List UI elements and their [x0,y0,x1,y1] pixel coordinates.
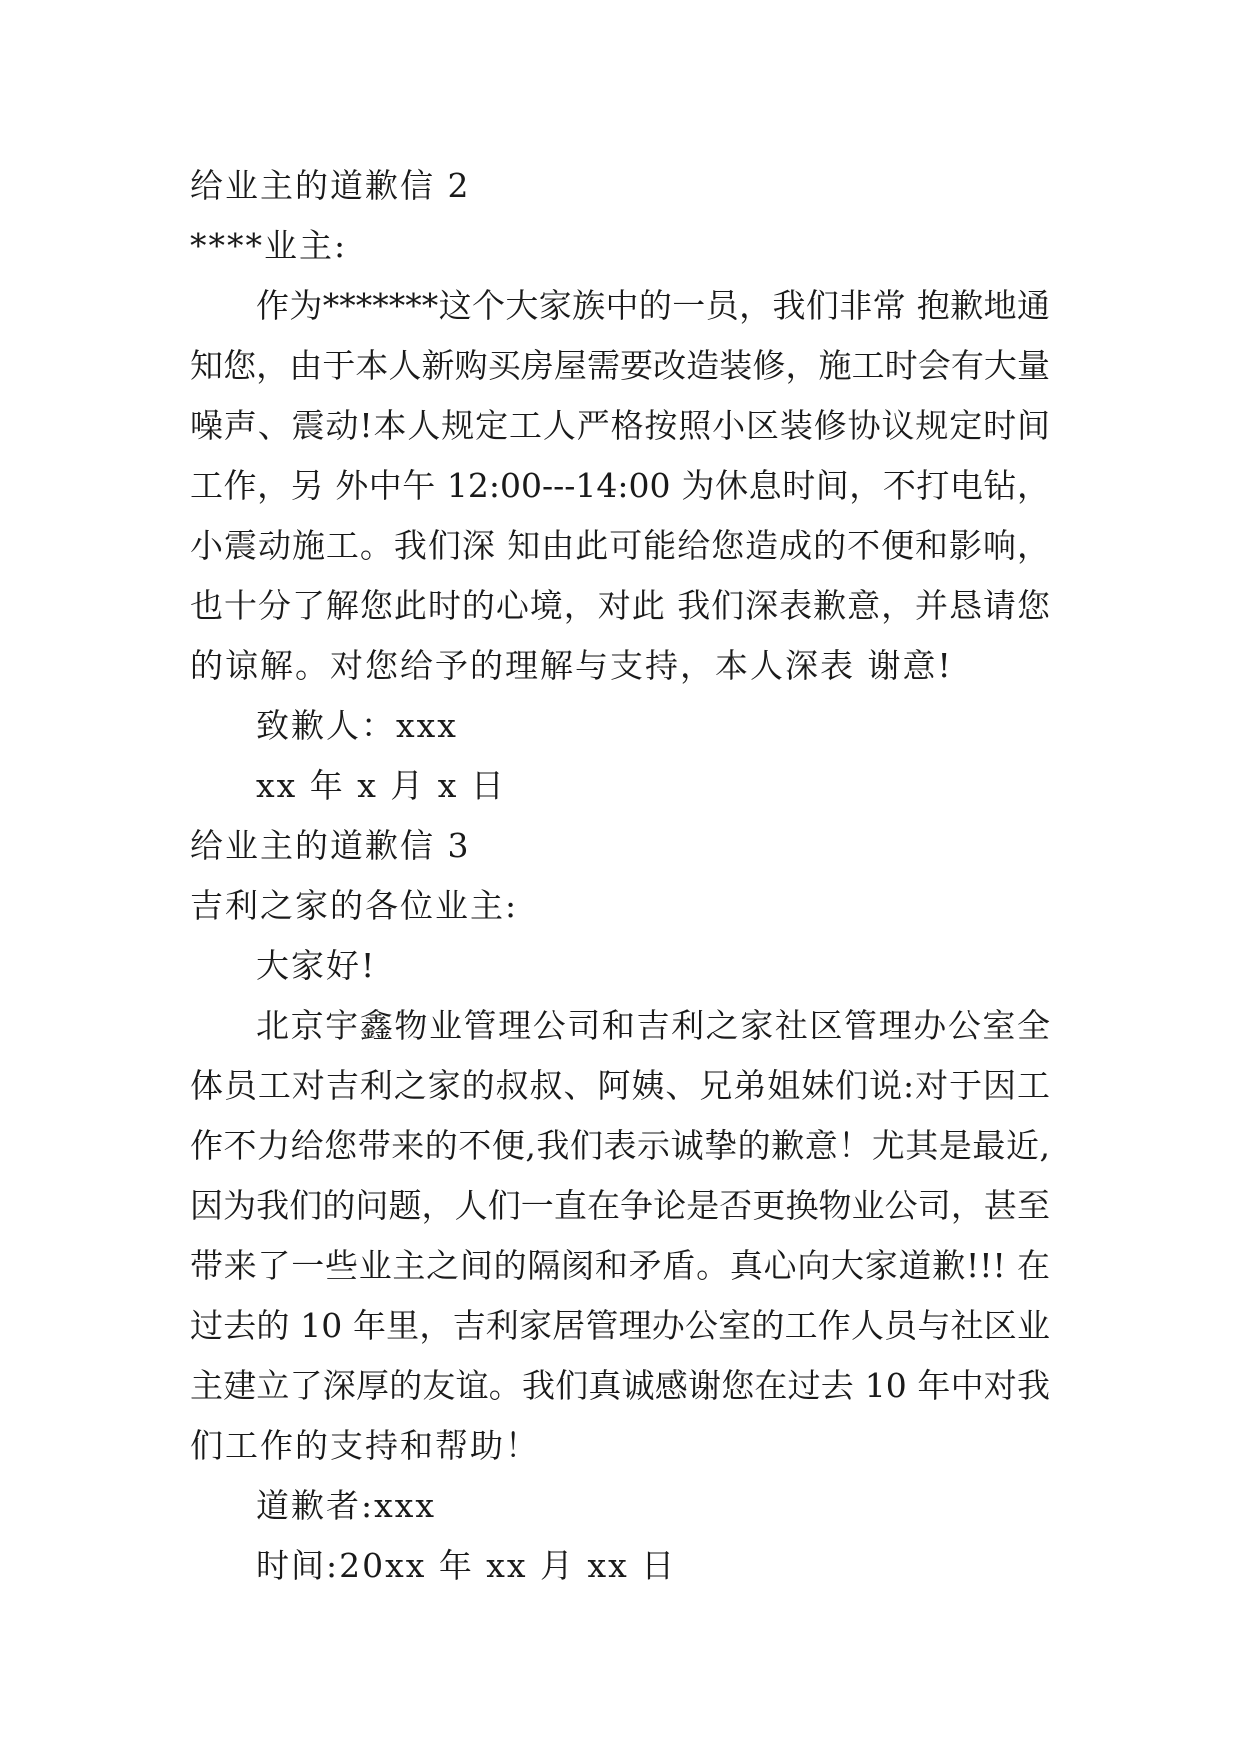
letter3-body-line: 北京宇鑫物业管理公司和吉利之家社区管理办公室全 [256,1006,1050,1045]
letter3-date: 时间:20xx 年 xx 月 xx 日 [256,1546,677,1585]
letter3-title: 给业主的道歉信 3 [190,826,471,865]
letter3-body-line: 带来了一些业主之间的隔阂和矛盾。真心向大家道歉!!! 在 [190,1246,1050,1285]
letter3-signature: 道歉者:xxx [256,1486,436,1525]
letter2-title: 给业主的道歉信 2 [190,166,471,205]
letter3-body-line: 因为我们的问题，人们一直在争论是否更换物业公司，甚至 [190,1186,1050,1225]
letter2-body-line: 作为*******这个大家族中的一员，我们非常 抱歉地通 [256,286,1050,325]
letter3-greeting: 大家好! [256,946,377,985]
letter2-body-line: 噪声、震动!本人规定工人严格按照小区装修协议规定时间 [190,406,1050,445]
letter3-salutation: 吉利之家的各位业主: [190,886,519,925]
letter2-body-line: 知您，由于本人新购买房屋需要改造装修，施工时会有大量 [190,346,1050,385]
letter2-body-line: 也十分了解您此时的心境，对此 我们深表歉意，并恳请您 [190,586,1050,625]
letter3-body-line: 过去的 10 年里，吉利家居管理办公室的工作人员与社区业 [190,1306,1050,1345]
letter3-body-line: 体员工对吉利之家的叔叔、阿姨、兄弟姐妹们说:对于因工 [190,1066,1050,1105]
letter2-body-line: 的谅解。对您给予的理解与支持，本人深表 谢意! [190,646,953,685]
letter2-signature: 致歉人：xxx [256,706,458,745]
letter3-body-line: 主建立了深厚的友谊。我们真诚感谢您在过去 10 年中对我 [190,1366,1050,1405]
letter2-body-line: 小震动施工。我们深 知由此可能给您造成的不便和影响， [190,526,1050,565]
letter2-date: xx 年 x 月 x 日 [256,766,506,805]
letter2-body-line: 工作，另 外中午 12:00---14:00 为休息时间，不打电钻， [190,466,1050,505]
letter3-body-line: 们工作的支持和帮助！ [190,1426,540,1465]
letter3-body-line: 作不力给您带来的不便,我们表示诚挚的歉意！尤其是最近, [190,1126,1050,1165]
letter2-salutation: ****业主: [190,226,348,265]
